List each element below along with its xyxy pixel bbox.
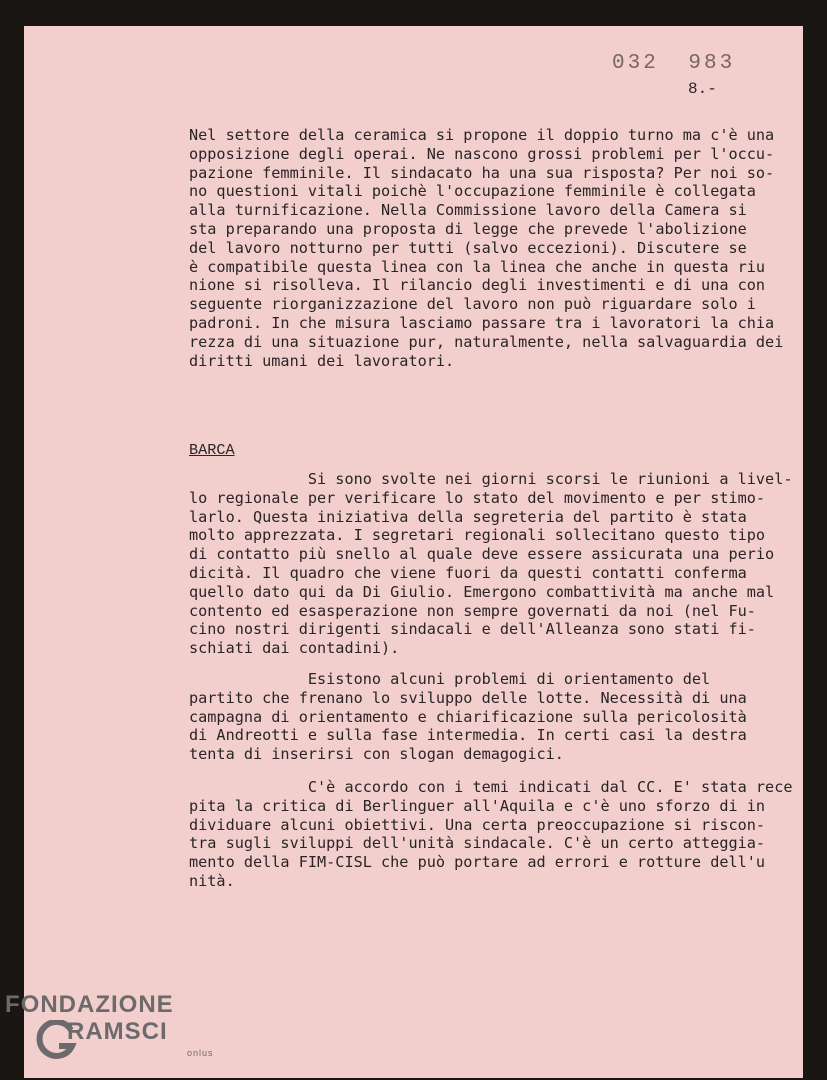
page-number: 8.- (688, 80, 717, 98)
section-heading-barca: BARCA (189, 441, 235, 459)
paragraph-accordo: C'è accordo con i temi indicati dal CC. E' stata rece pita la critica di Berlinguer all'Aquila e c'è uno sforzo di in dividuare alcuni obiettivi. Una certa preoccupazione si riscon- tra sugli sviluppi dell'unità sindacale. C'è un certo atteggia- mento della FIM-CISL che può portare ad errori e rotture dell'u nità. (189, 778, 793, 890)
fondazione-gramsci-logo (5, 991, 214, 1058)
gramsci-g-icon (35, 1020, 77, 1062)
logo-line-2 (5, 1018, 174, 1046)
paragraph-riunioni: Si sono svolte nei giorni scorsi le riunioni a livel- lo regionale per verificare lo stato del movimento e per stimo- larlo. Questa iniziativa della segreteria del partito è stata molto apprezzata. I segretari regionali sollecitano questo tipo di contatto più snello al quale deve essere assicurata una perio dicità. Il quadro che viene fuori da questi contatti conferma quello dato qui da Di Giulio. Emergono combattività ma anche mal contento ed esasperazione non sempre governati da noi (nel Fu- cino nostri dirigenti sindacali e dell'Alleanza sono stati fi- schiati dai contadini). (189, 470, 793, 658)
logo-onlus: onlus (187, 1048, 214, 1058)
logo-line-2-text: RAMSCI (67, 1018, 168, 1045)
document-number: 032 983 (612, 52, 736, 75)
logo-line-1: FONDAZIONE (5, 991, 174, 1018)
paragraph-orientamento: Esistono alcuni problemi di orientamento del partito che frenano lo sviluppo delle lotte. Necessità di una campagna di orientamento e chiarificazione sulla pericolosità di Andreotti e sulla fase intermedia. In certi casi la destra tenta di inserirsi con slogan demagogici. (189, 670, 747, 764)
paragraph-ceramica: Nel settore della ceramica si propone il doppio turno ma c'è una opposizione degli operai. Ne nascono grossi problemi per l'occu- pazione femminile. Il sindacato ha una sua risposta? Per noi so- no questioni vitali poichè l'occupazione femminile è collegata alla turnificazione. Nella Commissione lavoro della Camera si sta preparando una proposta di legge che prevede l'abolizione del lavoro notturno per tutti (salvo eccezioni). Discutere se è compatibile questa linea con la linea che anche in questa riu nione si risolleva. Il rilancio degli investimenti e di una con seguente riorganizzazione del lavoro non può riguardare solo i padroni. In che misura lasciamo passare tra i lavoratori la chia rezza di una situazione pur, naturalmente, nella salvaguardia dei diritti umani dei lavoratori. (189, 126, 784, 370)
